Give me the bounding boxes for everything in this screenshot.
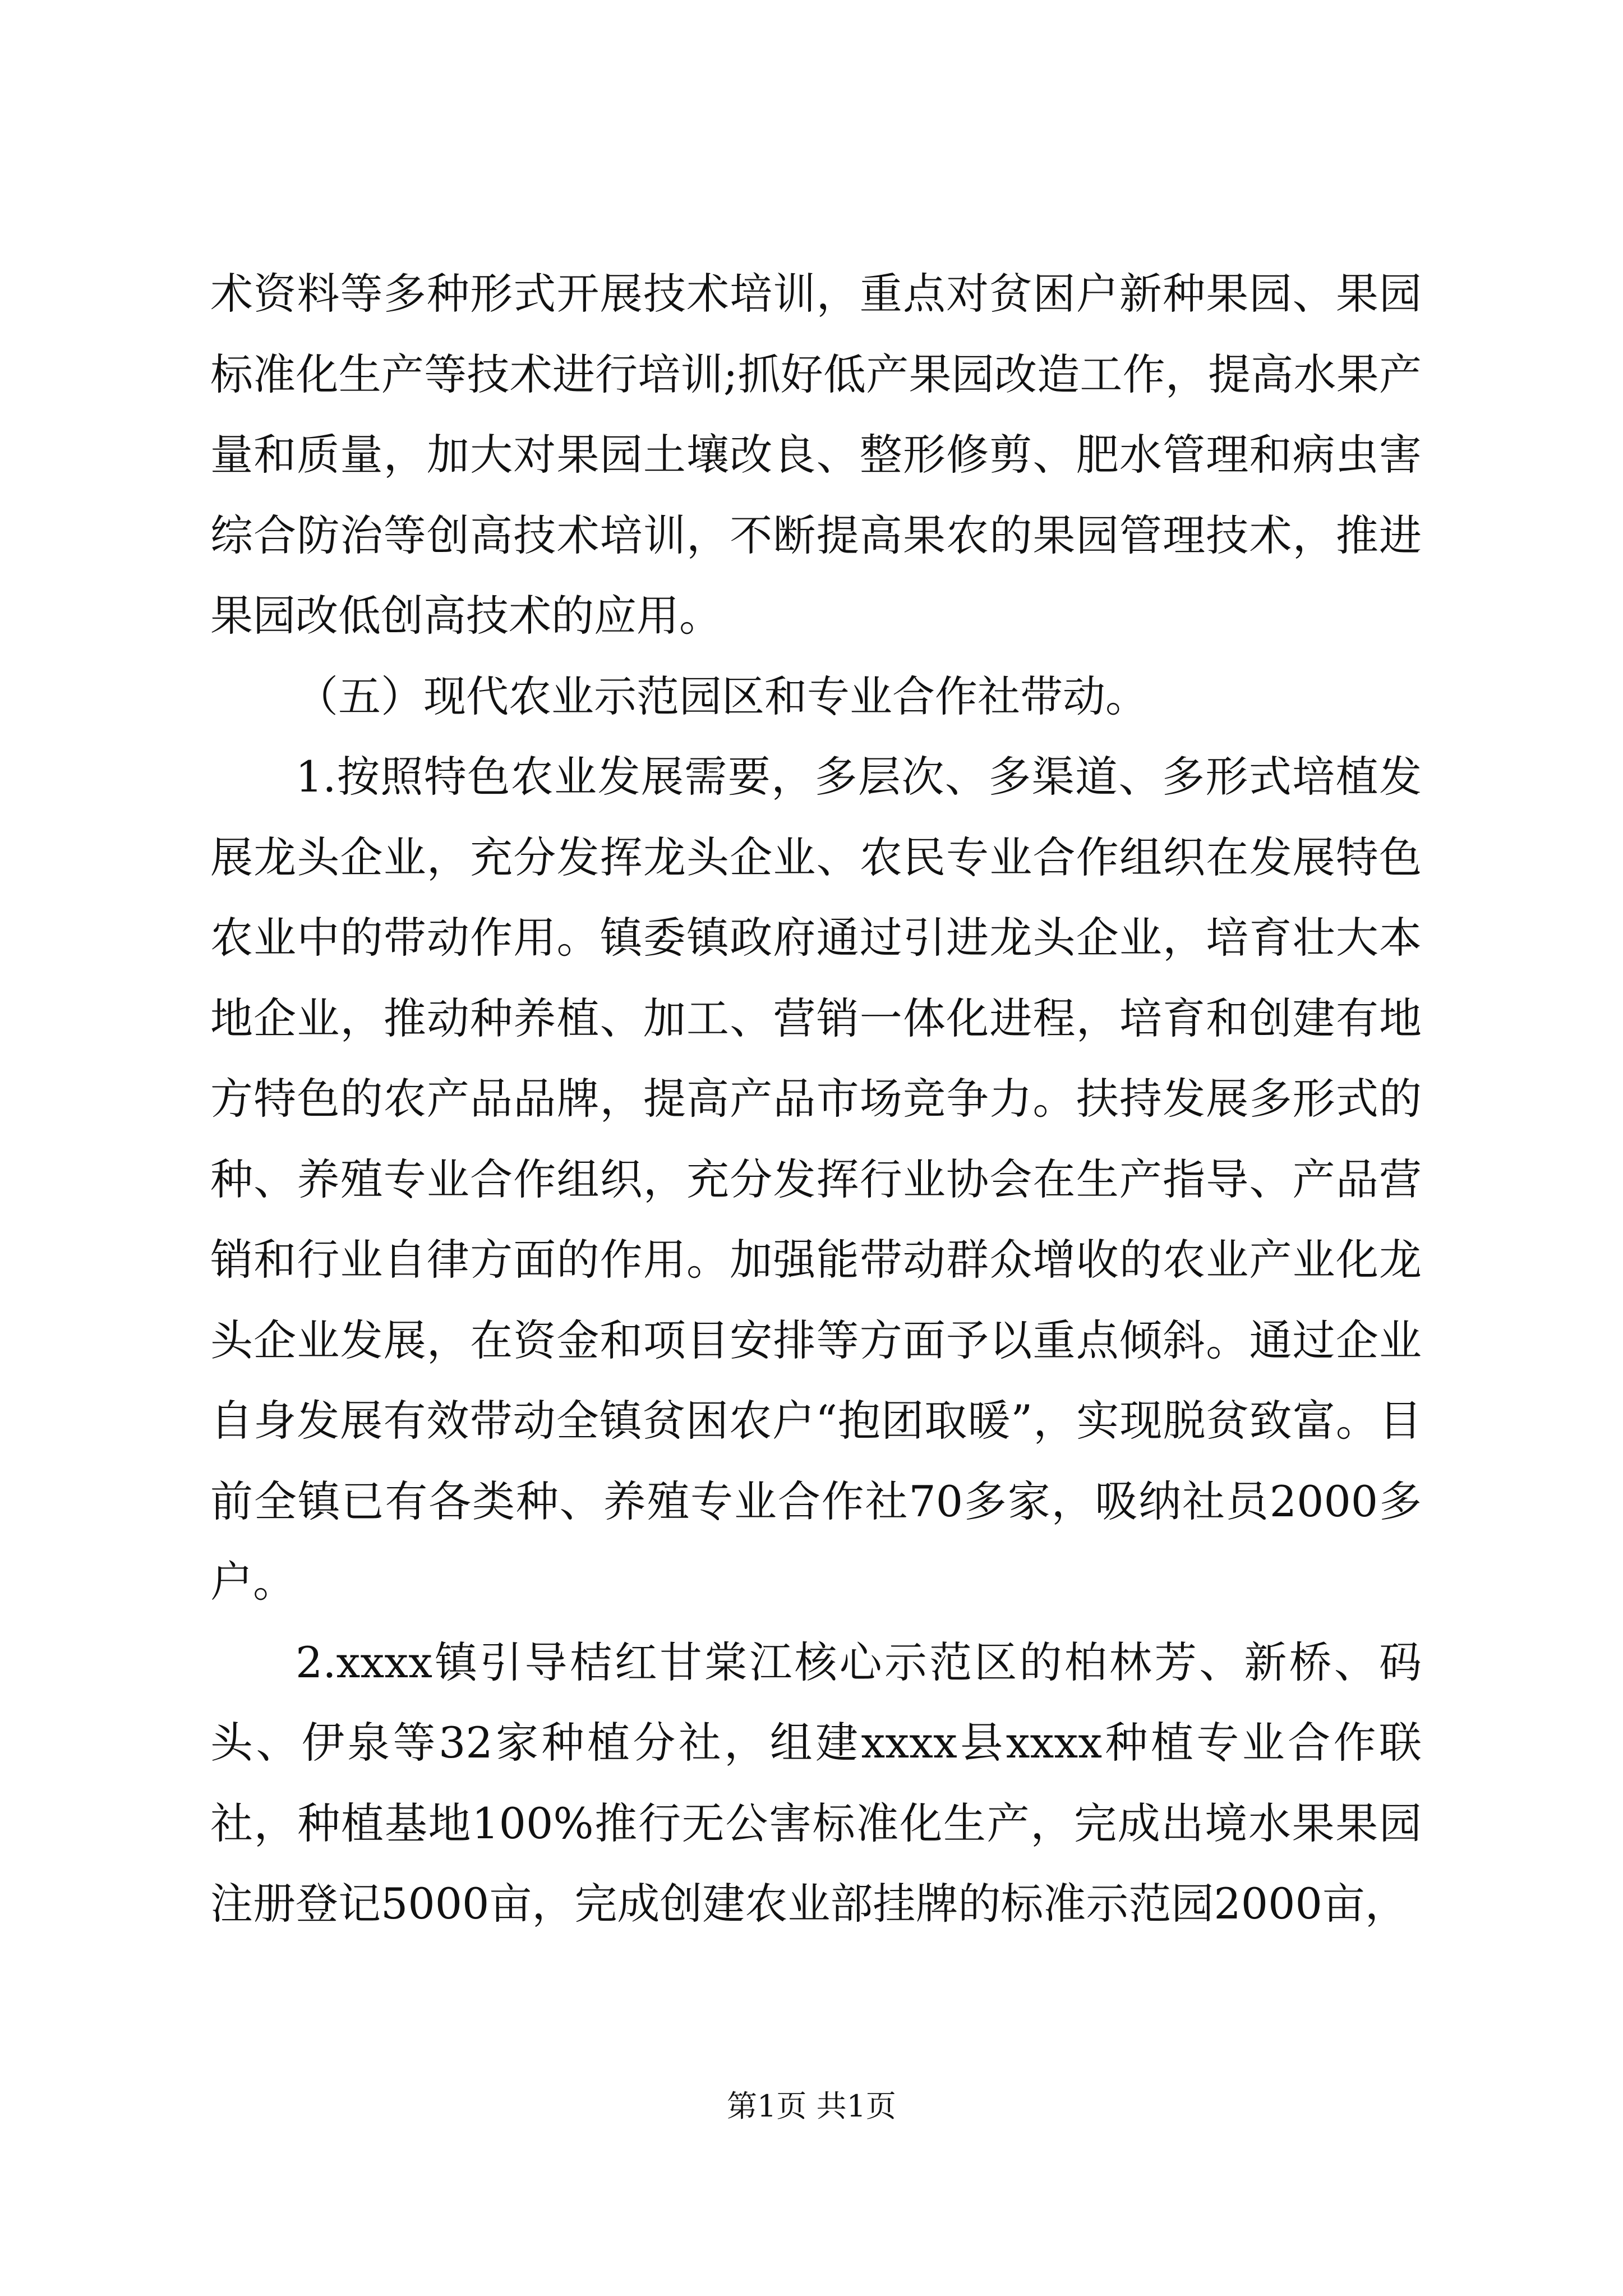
document-body xyxy=(210,254,1422,1944)
paragraph-item-1: 1.按照特色农业发展需要，多层次、多渠道、多形式培植发展龙头企业，充分发挥龙头企业、农民专业合作组织在发展特色农业中的带动作用。镇委镇政府通过引进龙头企业，培育壮大本地企业，推动种养植、加工、营销一体化进程，培育和创建有地方特色的农产品品牌，提高产品市场竞争力。扶持发展多形式的种、养殖专业合作组织，充分发挥行业协会在生产指导、产品营销和行业自律方面的作用。加强能带动群众增收的农业产业化龙头企业发展，在资金和项目安排等方面予以重点倾斜。通过企业自身发展有效带动全镇贫困农户“抱团取暖”，实现脱贫致富。目前全镇已有各类种、养殖专业合作社70多家，吸纳社员2000多户。 xyxy=(210,752,1422,1607)
paragraph-item-2: 2.xxxx镇引导桔红甘棠江核心示范区的柏林芳、新桥、码头、伊泉等32家种植分社，组建xxxx县xxxx种植专业合作联社，种植基地100%推行无公害标准化生产，完成出境水果果园注册登记5000亩，完成创建农业部挂牌的标准示范园2000亩， xyxy=(210,1637,1422,1929)
paragraph-continuation: 术资料等多种形式开展技术培训，重点对贫困户新种果园、果园标准化生产等技术进行培训;抓好低产果园改造工作，提高水果产量和质量，加大对果园土壤改良、整形修剪、肥水管理和病虫害综合防治等创高技术培训，不断提高果农的果园管理技术，推进果园改低创高技术的应用。 xyxy=(210,269,1422,641)
page-footer: 第1页 共1页 xyxy=(727,2088,896,2124)
section-heading: （五）现代农业示范园区和专业合作社带动。 xyxy=(296,671,1148,721)
